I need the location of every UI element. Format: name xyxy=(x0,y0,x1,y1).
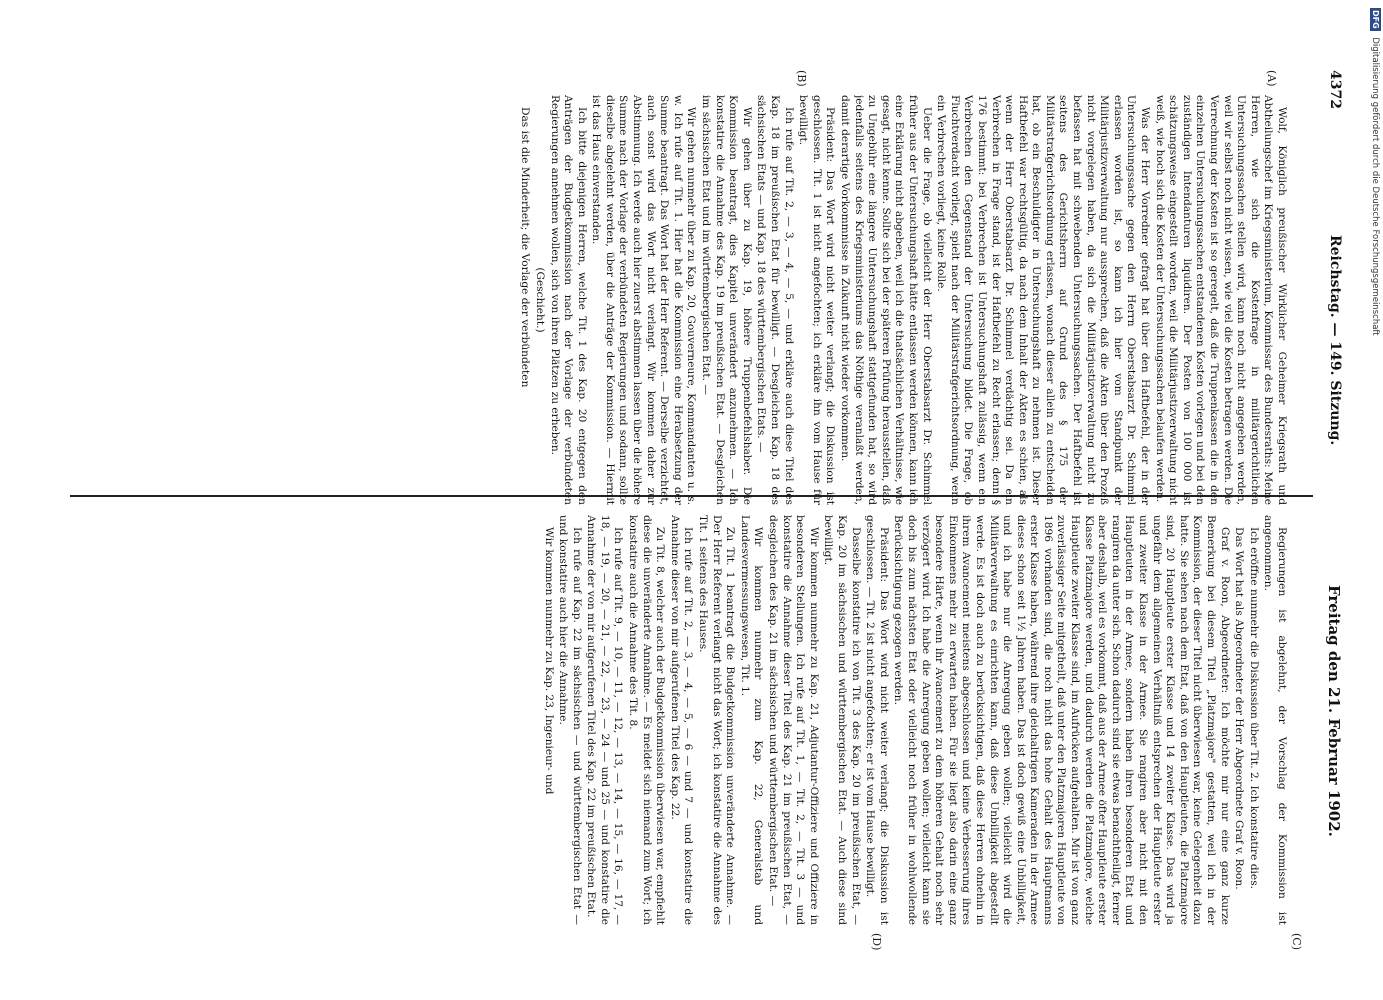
credit-text: Digitalisierung gefördert durch die Deutsche Forschungsgemeinschaft xyxy=(1370,37,1380,336)
margin-marker-a: (A) xyxy=(1265,70,1278,87)
paragraph: Präsident: Das Wort wird nicht weiter verlangt; die Diskussion ist geschlossen. Tit. 1 ist nicht angefochten; ich erkläre ihn vom Hause für bewilligt. xyxy=(797,95,837,505)
margin-marker-b: (B) xyxy=(795,70,808,87)
paragraph: Zu Tit. 1 beantragt die Budgetkommission unveränderte Annahme. — Der Herr Referent verlangt nicht das Wort; ich konstatire die Annahme des Tit. 1 seitens des Hauses. xyxy=(697,515,737,925)
paragraph: Das ist die Minderheit; die Vorlage der verbündeten xyxy=(519,107,532,388)
right-column xyxy=(88,515,1288,925)
paragraph: Graf v. Roon, Abgeordneter: Ich möchte mir nur eine ganz kurze Bemerkung bei diesem Titel „Platzmajore" gestatten, weil ich in der Kommission, der dieser Titel nicht überwiesen war, keine Gelegenheit dazu hatte. Sie sehen nach dem Etat, daß von den Hauptleuten, die Platzmajore sind, 20 Hauptleute erster Klasse und 14 zweiter Klasse. Das wird ja ungefähr dem allgemeinen Verhältniß entsprechen der Hauptleute erster und zweiter Klasse in der Armee. Sie rangiren aber nicht mit den Hauptleuten in der Armee, sondern haben ihren besonderen Etat und rangiren da unter sich. Schon dadurch sind sie etwas benachtheiligt, ferner aber deshalb, weil es vorkommt, daß aus der Armee öfter Hauptleute erster Klasse Platzmajore werden, und dadurch werden die Platzmajore, welche Hauptleute zweiter Klasse sind, im Aufrücken aufgehalten. Mir ist von ganz zuverlässiger Seite mitgetheilt, daß unter den Platzmajoren Hauptleute von 1896 vorhanden sind, die noch nicht das hohe Gehalt des Hauptmanns erster Klasse haben, während ihre gleichaltrigen Kameraden in der Armee dieses schon seit 1½ Jahren haben. Das ist doch gewiß eine Unbilligkeit, und ich habe nur die Anregung geben wollen; vielleicht wird die Militärverwaltung es einrichten kann, daß diese Unbilligkeit abgestellt werde. Es ist doch auch zu berücksichtigen, daß diese Herren ohnehin in ihrem Avancement meistens abgeschlossen und keine Verbesserung ihres Einkommens mehr zu erwarten haben. Für sie liegt also darin eine ganz besondere Härte, wenn ihr Avancement zu dem höheren Gehalt noch sehr verzögert wird. Ich habe die Anregung geben wollen; vielleicht kann sie doch bis zum nächsten Etat oder vielleicht noch früher in wohlwollende Berücksichtigung gezogen werden. xyxy=(892,515,1231,925)
paragraph: Ich bitte diejenigen Herren, welche Tit. 1 des Kap. 20 entgegen den Anträgen der Budgetkommission nach der Vorlage der verbündeten Regierungen annehmen wollen, sich von ihren Plätzen zu erheben. xyxy=(548,95,588,505)
paragraph: Ich rufe auf Tit. 2, — 3, — 4, — 5, — und erkläre auch diese Titel des Kap. 18 im preußischen Etat für bewilligt. — Desgleichen Kap. 18 des sächsischen Etats — und Kap. 18 des württembergischen Etats. — xyxy=(755,95,795,505)
paragraph: Ich rufe auf Tit. 9, — 10, — 11, — 12, — 13, — 14, — 15, — 16, — 17, — 18, — 19, — 20, — 21, — 22, — 23, — 24 — und 25 — und konstatire die Annahme der von mir aufgerufenen Titel des Kap. 22 im preußischen Etat. xyxy=(585,515,625,925)
paragraph: Ueber die Frage, ob vielleicht der Herr Oberstabsarzt Dr. Schimmel früher aus der Untersuchungshaft hätte entlassen werden können, kann ich eine Erklärung nicht abgeben, weil ich die thatsächlichen Verhältnisse, wie gesagt, nicht kenne. Sollte sich bei der späteren Prüfung herausstellen, daß zu Ungebühr eine längere Untersuchungshaft stattgefunden hat, so wird jedenfalls seitens des Kriegsministeriums das Nöthige veranlaßt werden, damit derartige Vorkommnisse in Zukunft nicht wieder vorkommen. xyxy=(839,95,933,505)
header-right-title: Freitag den 21. Februar 1902. xyxy=(1325,585,1343,837)
paragraph: Dasselbe konstatire ich von Tit. 3 des Kap. 20 im preußischen Etat, — Kap. 20 im sächsischen und württembergischen Etat. — Auch diese sind bewilligt. xyxy=(822,515,862,925)
left-column xyxy=(88,95,1288,505)
paragraph: Wolf, Königlich preußischer Wirklicher Geheimer Kriegsrath und Abtheilungschef im Kriegsministerium, Kommissar des Bundesraths: Meine Herren, wie sich die Kostenfrage in militärgerichtlichen Untersuchungssachen stellen wird, kann noch nicht angegeben werden, weil wir selbst noch nicht wissen, wie viel die Kosten betragen werden. Die Verrechnung der Kosten ist so geregelt, daß die Truppenkassen die in den einzelnen Untersuchungssachen entstandenen Kosten vorlegen und bei den zuständigen Intendanturen liquidiren. Der Posten von 100 000 ist schätzungsweise eingestellt worden, weil die Militärjustizverwaltung nicht weiß, wie hoch sich die Kosten der Untersuchungssachen belaufen werden. xyxy=(1153,95,1288,505)
margin-marker-d: (D) xyxy=(870,933,883,951)
dfg-logo: DFG xyxy=(1371,10,1380,29)
margin-marker-c: (C) xyxy=(1290,933,1303,950)
paragraph: Ich rufe auf Tit. 2, — 3, — 4, — 5, — 6 — und 7 — und konstatire die Annahme dieser von mir aufgerufenen Titel des Kap. 22. xyxy=(668,515,695,925)
header-left-title: Reichstag. — 149. Sitzung. xyxy=(1327,235,1343,446)
paragraph: Wir kommen nunmehr zu Kap. 23, Ingenieur- und xyxy=(542,527,555,795)
paragraph: Ich eröffne nunmehr die Diskussion über Tit. 2. Ich konstatire dies. xyxy=(1247,527,1260,889)
page-header xyxy=(1313,0,1343,1000)
paragraph: Zu Tit. 8, welcher auch der Budgetkommission überwiesen war, empfiehlt diese die unveränderte Annahme. — Es meldet sich niemand zum Wort; ich konstatire auch die Annahme des Tit. 8. xyxy=(627,515,667,925)
page-number: 4372 xyxy=(1327,70,1343,109)
paragraph: Wir kommen nunmehr zu Kap. 21, Adjutantur-Offiziere und Offiziere in besonderen Stellungen. Ich rufe auf Tit. 1, — Tit. 2, — Tit. 3 — und konstatire die Annahme dieser Titel des Kap. 21 im preußischen Etat, — desgleichen des Kap. 21 im sächsischen und württembergischen Etat. — xyxy=(767,515,820,925)
digitization-credit xyxy=(1370,8,1381,336)
paragraph: Was der Herr Vorredner gefragt hat über den Haftbefehl, der in der Untersuchungssache gegen den Herrn Oberstabsarzt Dr. Schimmel erlassen worden ist, so kann ich hier vom Standpunkt der Militärjustizverwaltung nur aussprechen, daß die Akten über den Prozeß nicht vorgelegen haben, da sich die Militärjustizverwaltung nicht zu befassen hat mit schwebenden Untersuchungssachen. Der Haftbefehl ist seitens des Gerichtsherrn auf Grund des § 175 der Militärstrafgerichtsordnung erlassen, wonach dieser allein zu entscheiden hat, ob ein Beschuldigter in Untersuchungshaft zu nehmen ist. Dieser Haftbefehl war rechtsgültig, da nach dem Inhalt der Akten es schien, als wenn der Herr Oberstabsarzt Dr. Schimmel verdächtig sei. Da ein Verbrechen in Frage stand, ist der Haftbefehl zu Recht erlassen; denn § 176 bestimmt: bei Verbrechen ist Untersuchungshaft zulässig, wenn ein Verbrechen den Gegenstand der Untersuchung bildet. Die Frage, ob Fluchtverdacht vorliegt, spielt nach der Militärstrafgerichtsordnung, wenn ein Verbrechen vorliegt, keine Rolle. xyxy=(935,95,1152,505)
paragraph: Wir gehen nunmehr über zu Kap. 20, Gouverneure, Kommandanten u. s. w. Ich rufe auf Tit. 1. Hier hat die Kommission eine Herabsetzung der Summe beantragt. Das Wort hat der Herr Referent. — Derselbe verzichtet, auch sonst wird das Wort nicht verlangt. Wir kommen daher zur Abstimmung. Ich werde auch hier zuerst abstimmen lassen über die höhere Summe nach der Vorlage der verbündeten Regierungen und sodann, sollte dieselbe abgelehnt werden, über die Anträge der Kommission. — Hiermit ist das Haus einverstanden. xyxy=(590,95,698,505)
paragraph: Das Wort hat als Abgeordneter der Herr Abgeordnete Graf v. Roon. xyxy=(1233,527,1246,890)
paragraph: Präsident: Das Wort wird nicht weiter verlangt; die Diskussion ist geschlossen. — Tit. 2 ist nicht angefochten; er ist vom Hause bewilligt. xyxy=(864,515,890,925)
paragraph: Wir gehen über zu Kap. 19, höhere Truppenbefehlshaber. Die Kommission beantragt, dies Kapitel unverändert anzunehmen. — Ich konstatire die Annahme des Kap. 19 im preußischen Etat. — Desgleichen im sächsischen Etat und im württembergischen Etat. — xyxy=(700,95,753,505)
paragraph: (Geschieht.) xyxy=(533,267,546,333)
paragraph: Ich rufe auf Kap. 22 im sächsischen — und württembergischen Etat — und konstatire auch hier die Annahme. xyxy=(557,515,583,925)
paragraph: Regierungen ist abgelehnt, der Vorschlag der Kommission ist angenommen. xyxy=(1262,515,1288,925)
paragraph: Wir kommen nunmehr zum Kap. 22, Generalstab und Landesvermessungswesen, Tit. 1. xyxy=(738,515,765,925)
